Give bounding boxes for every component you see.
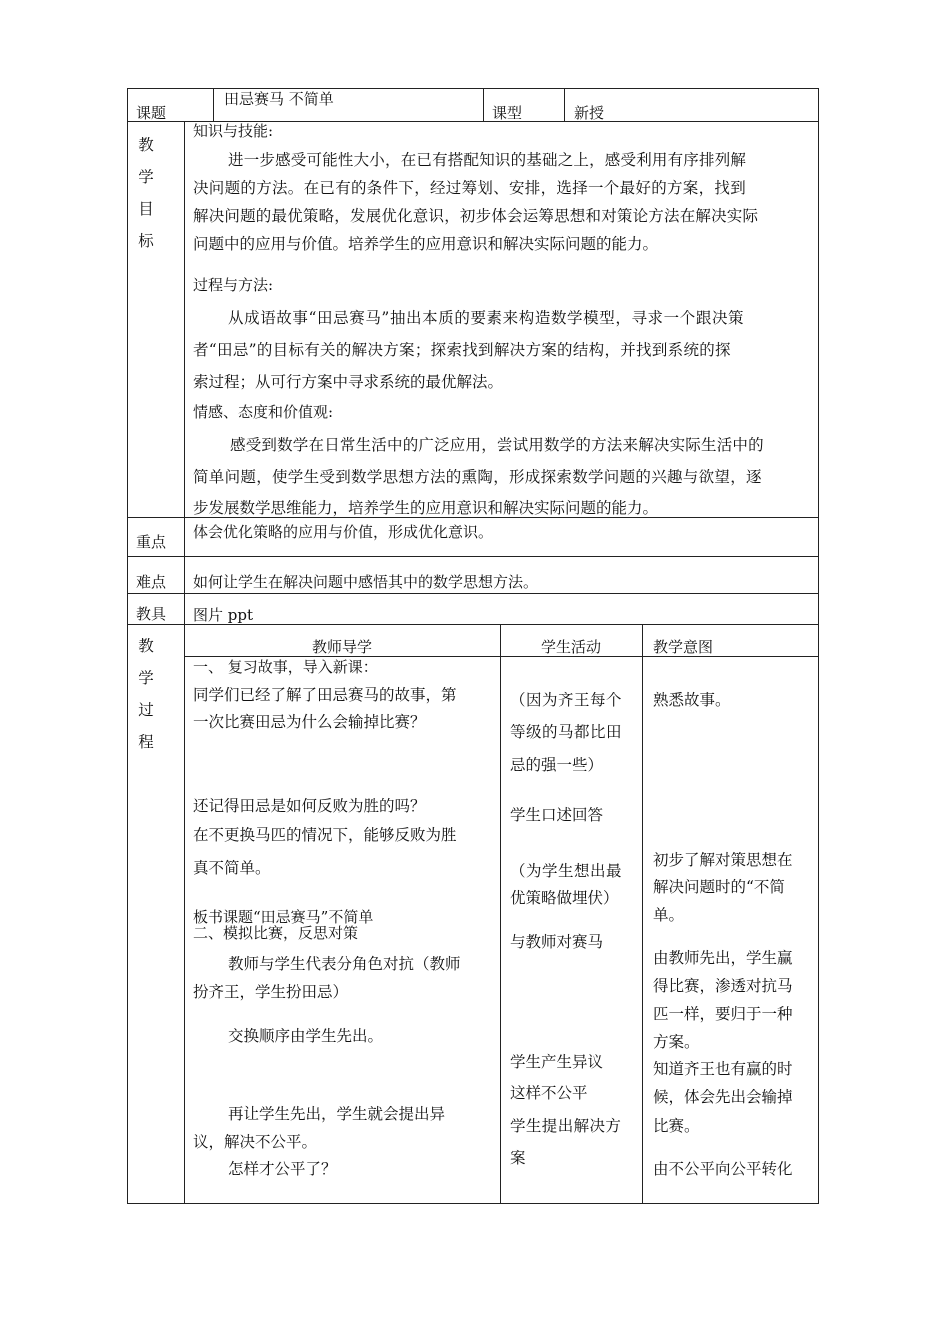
teacher-line: 交换顺序由学生先出。 [228,1027,384,1045]
difficulty-label: 难点 [136,573,167,591]
student-line: 优策略做埋伏） [510,889,619,907]
student-line: （因为齐王每个 [510,691,623,709]
tools-label: 教具 [136,605,167,623]
emotion-line: 感受到数学在日常生活中的广泛应用，尝试用数学的方法来解决实际生活中的 [230,436,764,454]
teacher-line: 教师与学生代表分角色对抗（教师 [228,955,461,973]
label-column-divider [184,121,185,1204]
process-method-line: 者“田忌”的目标有关的解决方案；探索找到解决方案的结构，并找到系统的探 [193,341,731,359]
teacher-line: 二、模拟比赛，反思对策 [193,924,359,942]
emotion-line: 步发展数学思维能力，培养学生的应用意识和解决实际问题的能力。 [193,499,659,517]
table-border-right [818,88,819,1204]
topic-label: 课题 [136,104,167,122]
teacher-line: 在不更换马匹的情况下，能够反败为胜 [193,826,457,844]
table-border-left [127,88,128,1204]
teacher-guide-header: 教师导学 [311,638,372,656]
intent-header: 教学意图 [653,638,714,656]
teacher-line: 同学们已经了解了田忌赛马的故事，第 [193,686,457,704]
intent-line: 知道齐王也有赢的时 [653,1060,793,1078]
emotion-title: 情感、态度和价值观: [193,403,334,421]
table-border-bottom [127,1203,819,1204]
row-divider [127,593,819,594]
intent-line: 由不公平向公平转化 [653,1160,793,1178]
knowledge-line: 问题中的应用与价值。培养学生的应用意识和解决实际问题的能力。 [193,235,659,253]
tools-text: 图片 ppt [193,606,254,624]
knowledge-line: 解决问题的最优策略，发展优化意识，初步体会运筹思想和对策论方法在解决实际 [193,207,759,225]
type-label: 课型 [492,104,523,122]
key-point-label: 重点 [136,533,167,551]
teacher-line: 一、 复习故事，导入新课： [193,658,378,676]
intent-line: 初步了解对策思想在 [653,851,793,869]
intent-line: 匹一样，要归于一种 [653,1005,793,1023]
student-line: 与教师对赛马 [510,933,604,951]
header-divider [483,88,484,122]
intent-line: 候，体会先出会输掉 [653,1088,793,1106]
process-label: 教 学 过 程 [138,637,154,751]
student-activity-header: 学生活动 [540,638,601,656]
process-method-title: 过程与方法: [193,276,274,294]
intent-line: 方案。 [653,1033,700,1051]
objectives-label: 教 学 目 标 [138,136,154,250]
process-method-line: 索过程；从可行方案中寻求系统的最优解法。 [193,373,504,391]
teacher-line: 一次比赛田忌为什么会输掉比赛？ [193,713,426,731]
topic-value: 田忌赛马 不简单 [224,90,334,108]
intent-line: 得比赛，渗透对抗马 [653,977,793,995]
type-value: 新授 [574,104,605,122]
teacher-line: 议，解决不公平。 [193,1133,318,1151]
process-method-line: 从成语故事“田忌赛马”抽出本质的要素来构造数学模型，寻求一个跟决策 [228,309,745,327]
intent-line: 解决问题时的“不简 [653,878,785,896]
student-line: （为学生想出最 [510,862,623,880]
emotion-line: 简单问题，使学生受到数学思想方法的熏陶，形成探索数学问题的兴趣与欲望，逐 [193,468,762,486]
row-divider [127,556,819,557]
intent-line: 比赛。 [653,1117,700,1135]
teacher-line: 扮齐王，学生扮田忌） [193,983,349,1001]
header-divider [564,88,565,122]
knowledge-title: 知识与技能: [193,122,274,140]
student-line: 案 [510,1149,526,1167]
process-col-divider [500,624,501,1204]
student-line: 学生产生异议 [510,1053,604,1071]
difficulty-text: 如何让学生在解决问题中感悟其中的数学思想方法。 [193,573,539,591]
header-divider [213,88,214,122]
intent-line: 熟悉故事。 [653,691,731,709]
process-col-divider [642,624,643,1204]
teacher-line: 还记得田忌是如何反败为胜的吗？ [193,797,426,815]
student-line: 这样不公平 [510,1084,588,1102]
teacher-line: 再让学生先出，学生就会提出异 [228,1105,446,1123]
student-line: 忌的强一些） [510,756,604,774]
intent-line: 由教师先出，学生赢 [653,949,793,967]
knowledge-line: 进一步感受可能性大小，在已有搭配知识的基础之上，感受利用有序排列解 [228,151,747,169]
key-point-text: 体会优化策略的应用与价值，形成优化意识。 [193,523,494,541]
knowledge-line: 决问题的方法。在已有的条件下，经过筹划、安排，选择一个最好的方案，找到 [193,179,747,197]
student-line: 等级的马都比田 [510,723,623,741]
student-line: 学生提出解决方 [510,1117,622,1135]
teacher-line: 真不简单。 [193,859,271,877]
teacher-line: 板书课题“田忌赛马”不简单 [193,908,374,926]
teacher-line: 怎样才公平了？ [228,1160,337,1178]
student-line: 学生口述回答 [510,806,604,824]
intent-line: 单。 [653,906,685,924]
